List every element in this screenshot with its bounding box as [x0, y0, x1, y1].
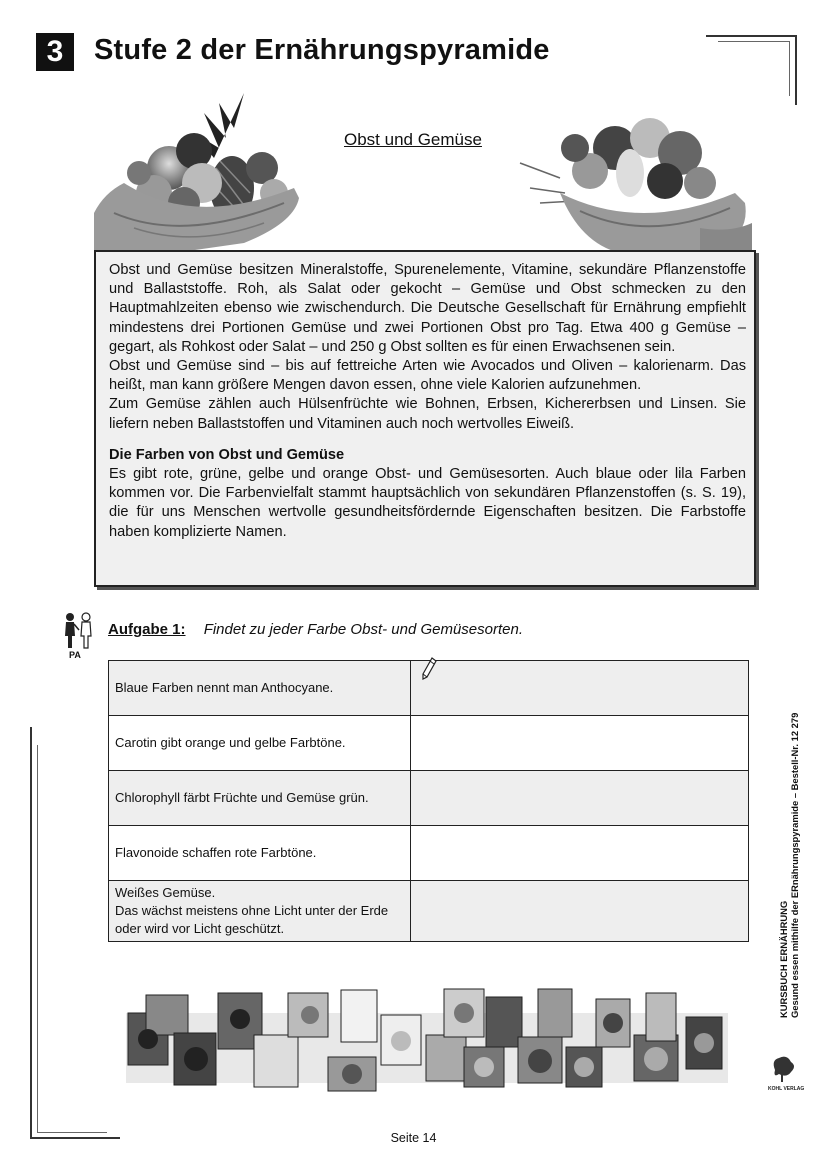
- color-description: Blaue Farben nennt man Anthocyane.: [109, 661, 411, 716]
- color-description: Carotin gibt orange und gelbe Farbtöne.: [109, 716, 411, 771]
- hands-vegetables-image: [520, 93, 752, 253]
- corner-line: [37, 745, 38, 1133]
- paragraph: Es gibt rote, grüne, gelbe und orange Obst- und Gemüsesorten. Auch blaue oder lila Farben kommen vor. Die Farbenvielfalt stammt hauptsächlich von sekundären Pflanzenstoffen (s. S. 19), die für uns Menschen wertvolle gesundheitsfördernde Eigenschaften besitzen. Die Farbstoffe haben komplizierte Namen.: [109, 466, 746, 540]
- color-description: [109, 881, 411, 942]
- answer-cell[interactable]: [411, 661, 749, 716]
- answer-cell[interactable]: [411, 716, 749, 771]
- partner-work-icon: [60, 612, 98, 660]
- publisher-logo: [767, 1052, 805, 1092]
- corner-line: [718, 41, 790, 42]
- table-row: [109, 826, 749, 881]
- corner-line: [706, 35, 796, 37]
- task-label: Aufgabe 1:: [108, 621, 186, 638]
- section-subtitle: Obst und Gemüse: [344, 130, 482, 149]
- table-row: [109, 716, 749, 771]
- color-description: Flavonoide schaffen rote Farbtöne.: [109, 826, 411, 881]
- page-title: Stufe 2 der Ernährungspyramide: [94, 34, 550, 66]
- paragraph: Zum Gemüse zählen auch Hülsenfrüchte wie Bohnen, Erbsen, Kichererbsen und Linsen. Sie liefern neben Ballaststoffen und Vitaminen auch noch wertvolles Eiweiß.: [109, 396, 746, 432]
- answer-cell[interactable]: [411, 881, 749, 942]
- logo-text: KOHL VERLAG: [768, 1086, 805, 1092]
- book-title: KURSBUCH ERNÄHRUNG: [778, 900, 789, 1018]
- book-subtitle: Gesund essen mithilfe der ERnährungspyramide – Bestell-Nr. 12 279: [789, 712, 800, 1018]
- publisher-sidebar: [778, 678, 800, 1018]
- page-number: Seite 14: [390, 1131, 437, 1145]
- answer-cell[interactable]: [411, 771, 749, 826]
- fruit-vegetable-collage: [126, 985, 728, 1093]
- corner-line: [789, 41, 790, 96]
- paragraph: Obst und Gemüse sind – bis auf fettreiche Arten wie Avocados und Oliven – kalorienarm. Das heißt, man kann größere Mengen davon essen, ohne viele Kalorien aufzunehmen.: [109, 358, 746, 394]
- section-heading: Die Farben von Obst und Gemüse: [109, 446, 345, 463]
- task-instruction: [108, 621, 523, 638]
- color-description: Chlorophyll färbt Früchte und Gemüse grün.: [109, 771, 411, 826]
- hands-fruit-image: [94, 93, 304, 253]
- pencil-icon: [421, 657, 437, 683]
- task-text: Findet zu jeder Farbe Obst- und Gemüsesorten.: [203, 621, 524, 638]
- corner-line: [795, 35, 797, 105]
- worksheet-number: 3: [36, 33, 74, 71]
- info-textbox: [94, 250, 756, 587]
- paragraph: Obst und Gemüse besitzen Mineralstoffe, Spurenelemente, Vitamine, sekundäre Pflanzenstoffe und Ballaststoffe. Roh, als Salat oder gekocht – Gemüse und Obst schmecken zu den Hauptmahlzeiten ebenso wie zwischendurch. Die Deutsche Gesellschaft für Ernährung empfiehlt mindestens drei Portionen Gemüse und zwei Portionen Obst pro Tag. Etwa 400 g Gemüse – gegart, als Rohkost oder Salat – und 250 g Obst sollten es für einen Erwachsenen sein.: [109, 262, 746, 355]
- table-row: [109, 881, 749, 942]
- corner-line: [30, 727, 32, 1139]
- color-table: [108, 660, 749, 942]
- pa-badge: PA: [69, 650, 81, 660]
- table-row: [109, 771, 749, 826]
- description-line: Das wächst meistens ohne Licht unter der Erde oder wird vor Licht geschützt.: [115, 903, 389, 936]
- description-line: Weißes Gemüse.: [115, 885, 216, 900]
- answer-cell[interactable]: [411, 826, 749, 881]
